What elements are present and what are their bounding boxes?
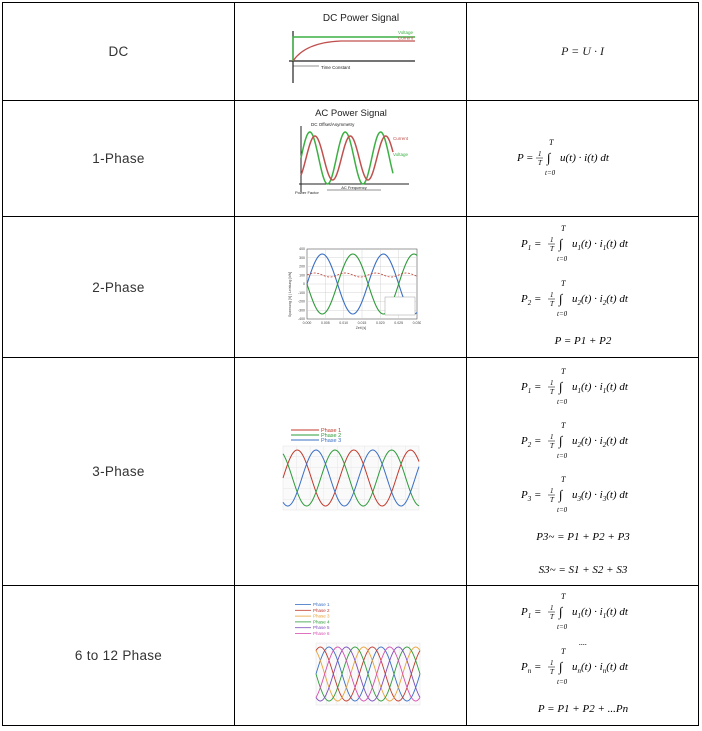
svg-text:T: T: [560, 646, 565, 656]
svg-text:T: T: [549, 612, 554, 621]
two-phase-chart: [281, 235, 421, 335]
multi-phase-chart: [281, 598, 421, 708]
y-tick-label: 400: [298, 246, 305, 251]
integral-formula-1: [520, 224, 629, 263]
legend-voltage: Voltage: [397, 30, 413, 35]
y-tick-label: 100: [298, 272, 305, 277]
sum-formula: P3~ = P1 + P2 + P3: [535, 530, 630, 543]
svg-text:t=0: t=0: [556, 397, 567, 406]
y-ticks: [297, 247, 304, 321]
type-cell: 6 to 12 Phase: [3, 586, 235, 726]
legend-phase-4: Phase 4: [312, 619, 330, 625]
svg-text:T: T: [560, 224, 565, 233]
svg-text:u2(t) · i2(t) dt: $u_2(t) \cdot i_2(t)$ dt: [571, 293, 628, 307]
chart-title: AC Power Signal: [314, 108, 387, 119]
x-tick-label: 0.025: [393, 320, 403, 325]
x-tick-label: 0.000: [302, 320, 311, 325]
ac-power-chart: [281, 106, 421, 206]
sum-formula: P = P1 + P2 + ...Pn: [537, 702, 628, 715]
svg-text:t=0: t=0: [556, 505, 567, 514]
legend-phase-2: Phase 2: [312, 607, 330, 613]
power-formula-table: [2, 2, 699, 726]
x-tick-label: 0.015: [357, 320, 366, 325]
dc-power-chart: [281, 9, 421, 89]
svg-text:t=0: t=0: [556, 255, 567, 263]
svg-text:t=0: t=0: [556, 677, 567, 686]
table-row: [3, 358, 699, 586]
legend-phase-6: Phase 6: [312, 631, 330, 636]
svg-text:∫: ∫: [558, 486, 563, 502]
svg-text:Pn =: $P_n$ =: [520, 660, 541, 675]
power-factor-label: Power Factor: [294, 190, 319, 195]
integral-lower: t=0: [544, 168, 555, 177]
y-tick-label: 300: [298, 255, 305, 260]
svg-text:T: T: [549, 667, 554, 676]
legend-phase-5: Phase 5: [312, 625, 330, 631]
integral-formula-1: [520, 367, 629, 406]
two-phase-chart-cell: [235, 217, 467, 358]
time-constant-label: Time Constant: [320, 65, 350, 70]
sum-formula: P = P1 + P2: [554, 335, 611, 347]
svg-text:T: T: [560, 366, 565, 376]
legend-phase-3: Phase 3: [320, 438, 341, 444]
svg-text:P1 =: $P_1$ =: [520, 238, 541, 252]
svg-text:t=0: t=0: [556, 451, 567, 460]
y-axis-label: Spannung [V] | Leistung [kW]: [287, 271, 292, 317]
svg-text:P1 =: $P_1$ =: [520, 380, 541, 395]
legend-phase-1: Phase 1: [320, 428, 341, 434]
apparent-power-formula: S3~ = S1 + S2 + S3: [538, 563, 627, 576]
svg-text:u1(t) · i1(t) dt: $u_1(t) \cdot i_1(t)$ dt: [571, 380, 628, 395]
svg-text:1: 1: [549, 486, 553, 495]
svg-text:u2(t) · i2(t) dt: $u_2(t) \cdot i_2(t)$ dt: [571, 434, 628, 449]
integral-formula: [483, 132, 683, 182]
integral-formulas: [473, 588, 693, 720]
svg-text:1: 1: [549, 432, 553, 441]
dc-formula: P = U · I: [561, 44, 604, 58]
legend-voltage: Voltage: [392, 152, 408, 157]
formula-lhs: P: [516, 151, 524, 164]
svg-text:1: 1: [549, 236, 553, 244]
legend-current: Current: [392, 136, 408, 141]
svg-text:t=0: t=0: [556, 622, 567, 631]
integrand: u(t) · i(t) dt: [559, 151, 609, 164]
multi-phase-chart-cell: [235, 586, 467, 726]
svg-text:P1 =: $P_1$ =: [520, 605, 541, 620]
fraction-numerator: 1: [537, 149, 541, 158]
svg-text:T: T: [560, 474, 565, 484]
phase2-formula-cell: [467, 217, 699, 358]
y-tick-label: -400: [297, 316, 305, 321]
svg-text:T: T: [549, 441, 554, 450]
svg-text:1: 1: [549, 378, 553, 387]
svg-text:un(t) · in(t) dt: $u_n(t) \cdot i_n(t)$ dt: [571, 660, 628, 675]
legend-phase-2: Phase 2: [320, 433, 341, 439]
legend-current: Current: [397, 35, 413, 41]
ellipsis: ....: [578, 637, 587, 647]
integral-formula-1: [520, 592, 629, 631]
dc-formula-cell: [467, 3, 699, 101]
svg-text:T: T: [560, 591, 565, 601]
svg-text:P3 =: $P_3$ =: [520, 488, 541, 503]
phase1-formula-cell: [467, 101, 699, 217]
y-tick-label: 0: [302, 281, 305, 286]
legend-phase-3: Phase 3: [312, 613, 330, 619]
y-tick-label: 200: [298, 264, 305, 268]
svg-text:u1(t) · i1(t) dt: $u_1(t) \cdot i_1(t)$ dt: [571, 238, 628, 252]
svg-text:u1(t) · i1(t) dt: $u_1(t) \cdot i_1(t)$ dt: [571, 605, 628, 620]
x-tick-label: 0.005: [320, 320, 330, 325]
multi-phase-formula-cell: [467, 586, 699, 726]
ac-chart-cell: [235, 101, 467, 217]
svg-text:∫: ∫: [558, 378, 563, 394]
type-cell: 1-Phase: [3, 101, 235, 217]
legend: [291, 428, 341, 444]
integral-upper: T: [548, 137, 553, 147]
current-line: [293, 41, 415, 61]
table-row: [3, 3, 699, 101]
table-row: [3, 586, 699, 726]
integral-formula-2: [520, 421, 629, 460]
legend-box: [385, 297, 415, 315]
svg-text:∫: ∫: [558, 603, 563, 619]
type-cell: 3-Phase: [3, 358, 235, 586]
svg-text:t=0: t=0: [556, 310, 567, 318]
chart-title: DC Power Signal: [322, 13, 399, 24]
integral-formulas: [473, 220, 693, 350]
type-cell: 2-Phase: [3, 217, 235, 358]
svg-text:T: T: [560, 420, 565, 430]
svg-text:T: T: [549, 300, 554, 308]
y-tick-label: -200: [297, 299, 305, 303]
svg-text:P2 =: $P_2$ =: [520, 434, 541, 449]
svg-text:∫: ∫: [558, 658, 563, 674]
dc-chart-cell: [235, 3, 467, 101]
integral-formula-n: [520, 647, 629, 686]
x-ticks: [302, 321, 420, 325]
phase3-formula-cell: [467, 358, 699, 586]
svg-text:T: T: [549, 387, 554, 396]
x-tick-label: 0.030: [412, 320, 421, 325]
table-row: [3, 217, 699, 358]
equals-sign: =: [525, 151, 533, 164]
integral-formulas: [473, 360, 693, 580]
svg-text:T: T: [549, 495, 554, 504]
svg-text:T: T: [549, 245, 554, 253]
svg-text:∫: ∫: [558, 236, 563, 251]
offset-label: DC Offset/Asymmetry: [310, 122, 354, 127]
svg-text:1: 1: [549, 603, 553, 612]
y-tick-label: -100: [297, 290, 305, 295]
integral-sign: ∫: [546, 149, 551, 165]
legend-phase-1: Phase 1: [312, 602, 330, 607]
y-tick-label: -300: [297, 307, 305, 312]
svg-text:P2 =: $P_2$ =: [520, 293, 541, 307]
x-tick-label: 0.020: [375, 320, 385, 325]
fraction-denominator: T: [537, 158, 542, 167]
integral-formula-3: [520, 475, 629, 514]
table-row: [3, 101, 699, 217]
svg-text:u3(t) · i3(t) dt: $u_3(t) \cdot i_3(t)$ dt: [571, 488, 628, 503]
svg-text:T: T: [560, 279, 565, 288]
x-axis-label: Zeit [s]: [355, 325, 366, 330]
integral-formula-2: [520, 279, 629, 318]
svg-text:∫: ∫: [558, 291, 563, 306]
svg-text:1: 1: [549, 658, 553, 667]
type-cell: DC: [3, 3, 235, 101]
three-phase-chart-cell: [235, 358, 467, 586]
svg-text:1: 1: [549, 291, 553, 299]
frequency-label: AC Frequency: [340, 185, 367, 190]
x-tick-label: 0.010: [338, 320, 348, 325]
legend: [295, 602, 330, 636]
svg-text:∫: ∫: [558, 432, 563, 448]
three-phase-chart: [281, 424, 421, 514]
